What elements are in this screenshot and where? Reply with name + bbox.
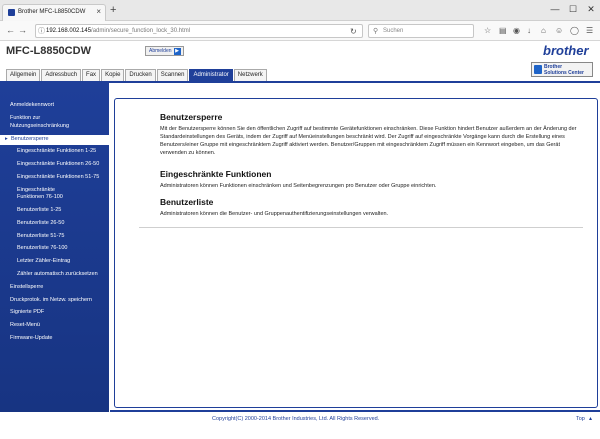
sidebar-item-nutzungseinschraenkung[interactable]: Nutzungseinschränkung bbox=[10, 123, 70, 129]
minimize-button[interactable]: — bbox=[550, 4, 560, 14]
logout-button[interactable] bbox=[145, 46, 184, 56]
maximize-button[interactable]: ☐ bbox=[568, 4, 578, 14]
top-link[interactable]: Top bbox=[576, 416, 585, 422]
smiley-icon[interactable]: ☺ bbox=[555, 26, 564, 35]
sidebar-item-funktionen-1-25[interactable]: Eingeschränkte Funktionen 1-25 bbox=[17, 148, 97, 154]
tab-title: Brother MFC-L8850CDW bbox=[18, 9, 86, 15]
sidebar-item-eingeschraenkte[interactable]: Eingeschränkte bbox=[17, 187, 55, 193]
menu-icon[interactable]: ☰ bbox=[586, 26, 594, 35]
sidebar-item-funktion-zur[interactable]: Funktion zur bbox=[10, 115, 41, 121]
sidebar-item-benutzerliste-26-50[interactable]: Benutzerliste 26-50 bbox=[17, 220, 65, 226]
bookmark-star-icon[interactable]: ☆ bbox=[484, 26, 492, 35]
address-bar[interactable] bbox=[35, 24, 363, 38]
divider bbox=[139, 227, 583, 228]
sidebar-item-benutzerliste-76-100[interactable]: Benutzerliste 76-100 bbox=[17, 245, 68, 251]
section-title-eingeschraenkte-funktionen: Eingeschränkte Funktionen bbox=[160, 169, 272, 179]
footer-divider bbox=[110, 410, 600, 412]
tab-netzwerk[interactable]: Netzwerk bbox=[234, 69, 267, 81]
browser-titlebar bbox=[0, 0, 600, 21]
sidebar-item-einstellsperre[interactable]: Einstellsperre bbox=[10, 284, 44, 290]
home-icon[interactable]: ⌂ bbox=[541, 26, 546, 35]
sidebar-item-funktionen-51-75[interactable]: Eingeschränkte Funktionen 51-75 bbox=[17, 174, 100, 180]
browser-tab[interactable] bbox=[2, 4, 106, 21]
sidebar bbox=[0, 83, 109, 412]
search-icon: ⚲ bbox=[373, 28, 379, 35]
sidebar-item-funktionen-76-100[interactable]: Funktionen 76-100 bbox=[17, 194, 63, 200]
logout-label: Abmelden bbox=[149, 48, 172, 54]
tab-fax[interactable]: Fax bbox=[82, 69, 100, 81]
section-body-benutzerliste: Administratoren können die Benutzer- und Gruppenauthentifizierungseinstellungen verwalten. bbox=[160, 211, 389, 217]
info-icon[interactable]: ⓘ bbox=[38, 28, 45, 35]
sidebar-item-letzter-zaehler[interactable]: Letzter Zähler-Eintrag bbox=[17, 258, 71, 264]
sidebar-item-reset-menue[interactable]: Reset-Menü bbox=[10, 322, 40, 328]
tab-close-icon[interactable]: × bbox=[96, 7, 101, 16]
sidebar-item-firmware-update[interactable]: Firmware-Update bbox=[10, 335, 53, 341]
reload-icon[interactable]: ↻ bbox=[350, 27, 357, 36]
solutions-center-line1: Brother bbox=[544, 64, 563, 70]
pocket-icon[interactable]: ◯ bbox=[570, 26, 579, 35]
solutions-center-button[interactable] bbox=[531, 62, 593, 77]
sidebar-item-signierte-pdf[interactable]: Signierte PDF bbox=[10, 309, 45, 315]
tab-adressbuch[interactable]: Adressbuch bbox=[41, 69, 81, 81]
lock-icon[interactable]: ◉ bbox=[513, 26, 520, 35]
tab-scannen[interactable]: Scannen bbox=[157, 69, 189, 81]
sidebar-item-zaehler-reset[interactable]: Zähler automatisch zurücksetzen bbox=[17, 271, 98, 277]
solutions-center-icon bbox=[534, 65, 542, 74]
page-header bbox=[0, 41, 600, 83]
browser-navbar bbox=[0, 21, 600, 41]
sidebar-item-funktionen-26-50[interactable]: Eingeschränkte Funktionen 26-50 bbox=[17, 161, 100, 167]
tab-kopie[interactable]: Kopie bbox=[101, 69, 124, 81]
sidebar-item-benutzerliste-51-75[interactable]: Benutzerliste 51-75 bbox=[17, 233, 65, 239]
search-bar[interactable] bbox=[368, 24, 474, 38]
tab-drucken[interactable]: Drucken bbox=[125, 69, 155, 81]
tab-administrator[interactable]: Administrator bbox=[189, 69, 232, 81]
section-body-benutzersperre: Mit der Benutzersperre können Sie den öffentlichen Zugriff auf bestimmte Gerätefunktionen einschränken. Diese Funktion hindert Benutzer außerdem an der Änderung der Standardeinstellungen des Geräts, indem der Zugriff auf Menüeinstellungen beschränkt wird. Der Zugriff auf eingeschränkte Vorgänge kann durch die Erstellung eines Benutzers/einer Gruppe mit eingeschränktem Zugriff aktiviert werden. Benutzer/Gruppen mit eingeschränktem Zugriff müssen ein Kennwort eingeben, um das Gerät verwenden zu können. bbox=[160, 126, 577, 156]
sidebar-item-benutzersperre[interactable]: Benutzersperre bbox=[11, 136, 49, 142]
model-name: MFC-L8850CDW bbox=[6, 45, 91, 57]
solutions-center-line2: Solutions Center bbox=[544, 70, 585, 76]
sidebar-active-marker-icon: ▸ bbox=[5, 136, 8, 142]
new-tab-button[interactable]: + bbox=[110, 4, 117, 16]
url-text: 192.168.002.145/admin/secure_function_lock_30.html bbox=[46, 28, 191, 34]
sidebar-item-anmeldekennwort[interactable]: Anmeldekennwort bbox=[10, 102, 55, 108]
close-window-button[interactable]: ✕ bbox=[587, 4, 595, 14]
sidebar-item-benutzerliste-1-25[interactable]: Benutzerliste 1-25 bbox=[17, 207, 62, 213]
search-placeholder: Suchen bbox=[383, 28, 404, 34]
arrow-right-icon: ▶ bbox=[175, 48, 179, 54]
copyright-text: Copyright(C) 2000-2014 Brother Industries, Ltd. All Rights Reserved. bbox=[212, 416, 380, 422]
tab-allgemein[interactable]: Allgemein bbox=[6, 69, 40, 81]
content-panel bbox=[114, 98, 598, 408]
brother-logo: brother bbox=[543, 43, 589, 58]
download-icon[interactable]: ↓ bbox=[527, 26, 531, 35]
sidebar-item-druckprotok[interactable]: Druckprotok. im Netzw. speichern bbox=[10, 297, 92, 303]
section-title-benutzersperre: Benutzersperre bbox=[160, 112, 223, 122]
back-icon[interactable]: ← bbox=[6, 25, 15, 35]
favicon-icon bbox=[8, 9, 15, 16]
arrow-up-icon[interactable]: ▴ bbox=[589, 416, 593, 422]
forward-icon[interactable]: → bbox=[18, 25, 27, 35]
reading-list-icon[interactable]: ▤ bbox=[499, 26, 507, 35]
section-body-eingeschraenkte-funktionen: Administratoren können Funktionen einschränken und Seitenbegrenzungen pro Benutzer oder Gruppe einrichten. bbox=[160, 183, 437, 189]
section-title-benutzerliste: Benutzerliste bbox=[160, 197, 214, 207]
main-menu-tabs bbox=[6, 69, 268, 81]
